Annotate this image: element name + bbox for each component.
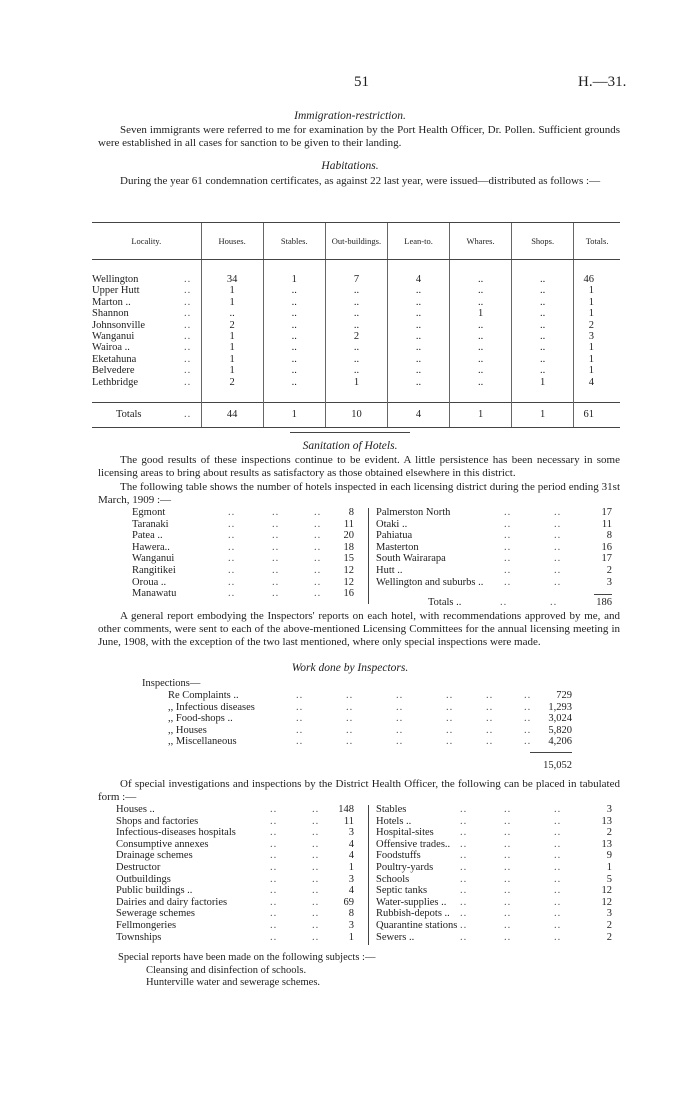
hotels-paragraph-2: The following table shows the number of hotels inspected in each licensing district during the period ending 31st March, 1909 :— <box>98 481 620 507</box>
table-cell: 1 <box>450 403 512 428</box>
reports-list <box>146 965 320 990</box>
report-item: Cleansing and disinfection of schools. <box>146 965 307 976</box>
list-item: ,, Food-shops .. .. .. .. .. .. .. 3,024 <box>168 713 572 725</box>
list-item: Pahiatua .. .. 8 <box>376 530 612 542</box>
totals-row <box>92 403 620 428</box>
locality-cell: Marton .. .. <box>92 296 192 308</box>
list-item: Stables .. .. .. 3 <box>376 804 612 815</box>
table-cell: 1 <box>325 377 387 388</box>
item-name: Manawatu <box>132 588 177 600</box>
item-name: Stables <box>376 804 407 815</box>
item-value: 2 <box>606 931 612 943</box>
table-cell: .. <box>263 308 325 319</box>
table-cell: 2 <box>201 377 263 388</box>
column-header: Houses. <box>201 223 263 260</box>
list-item: Poultry-yards .. .. .. 1 <box>376 861 612 873</box>
table-cell: 1 <box>574 297 620 308</box>
table-cell: .. <box>512 285 574 296</box>
item-value: 8 <box>348 507 354 518</box>
table-row <box>92 274 620 285</box>
section-divider <box>290 432 410 433</box>
list-item: Outbuildings .. .. 3 <box>116 873 354 885</box>
item-value: 4 <box>348 885 354 897</box>
item-value: 16 <box>343 588 354 600</box>
table-row <box>92 297 620 308</box>
inspections-total: 15,052 <box>543 760 572 771</box>
list-item: Infectious-diseases hospitals .. .. 3 <box>116 827 354 839</box>
table-cell: .. <box>512 308 574 319</box>
inspections-intro: Inspections— <box>142 678 201 689</box>
list-item: Wellington and suburbs .. .. .. 3 <box>376 576 612 588</box>
hotels-list-left <box>132 507 354 600</box>
table-cell: 4 <box>388 403 450 428</box>
table-cell: 1 <box>450 308 512 319</box>
list-item: Shops and factories .. .. 11 <box>116 815 354 827</box>
item-value: 729 <box>556 690 572 701</box>
table-cell: 10 <box>325 403 387 428</box>
page-number: 51 <box>354 74 369 90</box>
table-cell: .. <box>450 331 512 342</box>
list-item: South Wairarapa .. .. 17 <box>376 553 612 565</box>
table-cell: .. <box>325 320 387 331</box>
table-cell: 4 <box>574 377 620 388</box>
table-cell: .. <box>263 331 325 342</box>
table-cell: .. <box>263 354 325 365</box>
table-cell: 2 <box>325 331 387 342</box>
list-item: Hutt .. .. .. 2 <box>376 564 612 576</box>
locality-cell: Lethbridge .. <box>92 376 192 388</box>
hotels-list-right <box>376 507 612 588</box>
list-item: Houses .. .. .. 148 <box>116 804 354 815</box>
item-name: Wanganui <box>132 553 175 565</box>
list-item: Quarantine stations .. .. .. 2 <box>376 919 612 931</box>
item-value: 3 <box>606 576 612 588</box>
item-value: 8 <box>348 908 354 920</box>
item-name: Infectious-diseases hospitals <box>116 827 236 839</box>
item-name: Poultry-yards <box>376 861 434 873</box>
hotels-total-label: Totals .. <box>428 597 462 608</box>
table-row <box>92 285 620 296</box>
item-name: Consumptive annexes <box>116 838 209 850</box>
column-header: Stables. <box>263 223 325 260</box>
item-value: 12 <box>343 576 354 588</box>
list-item: Re Complaints .. .. .. .. .. .. .. 729 <box>168 690 572 701</box>
table-cell: 61 <box>574 403 620 428</box>
item-value: 148 <box>338 804 354 815</box>
item-name: ,, Miscellaneous <box>168 736 237 748</box>
table-cell: .. <box>512 331 574 342</box>
table-cell: 1 <box>201 354 263 365</box>
item-value: 4 <box>348 850 354 862</box>
hotels-report-paragraph: A general report embodying the Inspectors' reports on each hotel, with recommendations approved by me, and other comments, were sent to each of the above-mentioned Licensing Committees for the annual licensing meeting in June, 1908, with the exception of the two last mentioned, where only special inspections were made. <box>98 610 620 649</box>
table-cell: .. <box>325 297 387 308</box>
table-cell: .. <box>450 285 512 296</box>
table-cell: 34 <box>201 274 263 285</box>
locality-cell: Eketahuna .. <box>92 353 192 365</box>
table-cell: .. <box>450 297 512 308</box>
list-item: Hawera.. .. .. .. 18 <box>132 541 354 553</box>
inspectors-heading: Work done by Inspectors. <box>291 662 409 674</box>
item-name: Foodstuffs <box>376 850 421 862</box>
item-name: Septic tanks <box>376 885 428 897</box>
item-value: 17 <box>601 553 612 565</box>
list-item: Septic tanks .. .. .. 12 <box>376 885 612 897</box>
inspections-total-row <box>168 760 572 772</box>
locality-cell: Totals .. <box>92 403 201 428</box>
table-cell: .. <box>512 342 574 353</box>
item-value: 12 <box>601 885 612 897</box>
table-cell: .. <box>388 377 450 388</box>
table-cell: .. <box>512 274 574 285</box>
table-cell: .. <box>450 342 512 353</box>
item-name: Offensive trades.. <box>376 838 451 850</box>
table-cell: .. <box>325 285 387 296</box>
list-item: Hotels .. .. .. .. 13 <box>376 815 612 827</box>
item-value: 12 <box>601 896 612 908</box>
list-item: Sewers .. .. .. .. 2 <box>376 931 612 943</box>
table-cell: 1 <box>574 365 620 376</box>
item-name: Schools <box>376 873 410 885</box>
table-cell: .. <box>325 308 387 319</box>
list-item: Offensive trades.. .. .. .. 13 <box>376 838 612 850</box>
table-cell: .. <box>325 342 387 353</box>
item-name: Taranaki <box>132 518 169 530</box>
sum-rule <box>530 752 572 753</box>
special-list-left <box>116 804 354 943</box>
list-item: ,, Houses .. .. .. .. .. .. 5,820 <box>168 724 572 736</box>
item-value: 2 <box>606 564 612 576</box>
item-value: 3 <box>606 804 612 815</box>
table-cell: 4 <box>388 274 450 285</box>
list-item: Water-supplies .. .. .. .. 12 <box>376 896 612 908</box>
table-cell: .. <box>325 365 387 376</box>
habitations-paragraph: During the year 61 condemnation certificates, as against 22 last year, were issued—distributed as follows :— <box>120 175 601 187</box>
reports-intro: Special reports have been made on the following subjects :— <box>118 952 376 963</box>
column-header: Whares. <box>450 223 512 260</box>
table-cell: 1 <box>512 377 574 388</box>
item-value: 9 <box>606 850 612 862</box>
table-cell: .. <box>512 354 574 365</box>
item-name: Hawera.. <box>132 541 170 553</box>
list-item: Consumptive annexes .. .. 4 <box>116 838 354 850</box>
item-name: Townships <box>116 931 162 943</box>
item-value: 17 <box>601 507 612 518</box>
list-item: Egmont .. .. .. 8 <box>132 507 354 518</box>
table-cell: 1 <box>201 365 263 376</box>
table-cell: .. <box>388 342 450 353</box>
locality-cell: Wanganui .. <box>92 331 192 343</box>
list-item: Rangitikei .. .. .. 12 <box>132 564 354 576</box>
item-name: Fellmongeries <box>116 919 177 931</box>
item-name: Masterton <box>376 541 419 553</box>
list-item: ,, Miscellaneous .. .. .. .. .. .. 4,206 <box>168 736 572 748</box>
table-cell: .. <box>512 365 574 376</box>
list-item: Hospital-sites .. .. .. 2 <box>376 827 612 839</box>
item-name: Patea .. <box>132 530 163 542</box>
habitations-heading: Habitations. <box>321 160 379 172</box>
item-value: 5 <box>606 873 612 885</box>
table-cell: 1 <box>263 274 325 285</box>
table-cell: 1 <box>574 354 620 365</box>
column-rule <box>368 805 369 945</box>
list-item: Patea .. .. .. .. 20 <box>132 530 354 542</box>
item-value: 69 <box>343 896 354 908</box>
hotels-total-value: 186 <box>596 597 612 608</box>
item-value: 1 <box>348 931 354 943</box>
table-cell: .. <box>450 320 512 331</box>
table-row <box>92 308 620 319</box>
table-cell: 7 <box>325 274 387 285</box>
table-cell: 1 <box>201 297 263 308</box>
table-cell: 3 <box>574 331 620 342</box>
document-reference: H.—31. <box>578 74 627 90</box>
list-item: Wanganui .. .. .. 15 <box>132 553 354 565</box>
list-item: Public buildings .. .. .. 4 <box>116 885 354 897</box>
item-name: ,, Food-shops .. <box>168 713 233 725</box>
table-cell: 1 <box>201 331 263 342</box>
list-item: Taranaki .. .. .. 11 <box>132 518 354 530</box>
table-cell: 2 <box>574 320 620 331</box>
column-header: Shops. <box>512 223 574 260</box>
table-cell: 1 <box>201 285 263 296</box>
locality-cell: Wellington .. <box>92 274 192 285</box>
item-name: Quarantine stations <box>376 919 458 931</box>
item-name: Public buildings .. <box>116 885 193 897</box>
special-list-right <box>376 804 612 943</box>
table-cell: .. <box>263 297 325 308</box>
table-cell: 1 <box>574 308 620 319</box>
list-item: Rubbish-depots .. .. .. .. 3 <box>376 908 612 920</box>
list-item: Fellmongeries .. .. 3 <box>116 919 354 931</box>
table-cell: .. <box>388 308 450 319</box>
hotels-total-row: Totals .. .. .. 186 <box>428 597 612 608</box>
item-value: 20 <box>343 530 354 542</box>
list-item: ,, Infectious diseases .. .. .. .. .. .. 1,293 <box>168 701 572 713</box>
item-value: 3 <box>606 908 612 920</box>
item-name: Sewers .. <box>376 931 415 943</box>
table-cell: 1 <box>512 403 574 428</box>
report-item: Hunterville water and sewerage schemes. <box>146 977 321 989</box>
item-name: Re Complaints .. <box>168 690 239 701</box>
item-name: Egmont <box>132 507 166 518</box>
table-cell: .. <box>263 285 325 296</box>
locality-cell: Upper Hutt .. <box>92 285 192 297</box>
table-row <box>92 365 620 376</box>
table-cell: .. <box>388 285 450 296</box>
locality-cell: Belvedere .. <box>92 365 192 377</box>
table-row <box>92 342 620 353</box>
item-name: Rubbish-depots .. <box>376 908 450 920</box>
list-item: Dairies and dairy factories .. .. 69 <box>116 896 354 908</box>
table-cell: .. <box>388 365 450 376</box>
item-name: Destructor <box>116 861 161 873</box>
item-name: Hospital-sites <box>376 827 434 839</box>
item-value: 1,293 <box>548 701 572 713</box>
item-name: Rangitikei <box>132 564 176 576</box>
table-cell: .. <box>450 365 512 376</box>
table-row <box>92 377 620 388</box>
item-value: 13 <box>601 815 612 827</box>
list-item: Otaki .. .. .. 11 <box>376 518 612 530</box>
habitations-table <box>92 222 620 428</box>
table-cell: .. <box>388 354 450 365</box>
item-value: 3 <box>348 919 354 931</box>
list-item: Destructor .. .. 1 <box>116 861 354 873</box>
item-value: 2 <box>606 827 612 839</box>
item-name: Water-supplies .. <box>376 896 447 908</box>
locality-cell: Shannon .. <box>92 308 192 320</box>
table-cell: .. <box>388 331 450 342</box>
item-value: 8 <box>606 530 612 542</box>
item-value: 12 <box>343 564 354 576</box>
hotels-paragraph-1: The good results of these inspections continue to be evident. A little persistence has been necessary in some licensing areas to bring about results as satisfactory as those obtained elsewhere in this district. <box>98 454 620 480</box>
item-value: 3 <box>348 827 354 839</box>
inspections-list <box>168 690 572 748</box>
list-item: Schools .. .. .. 5 <box>376 873 612 885</box>
item-value: 11 <box>343 518 354 530</box>
table-cell: 44 <box>201 403 263 428</box>
item-name: Palmerston North <box>376 507 451 518</box>
table-cell: 1 <box>574 285 620 296</box>
table-cell: .. <box>263 365 325 376</box>
item-name: Hutt .. <box>376 564 403 576</box>
item-name: Wellington and suburbs .. <box>376 576 484 588</box>
item-name: Pahiatua <box>376 530 413 542</box>
table-row <box>92 320 620 331</box>
page-header <box>0 74 700 94</box>
item-name: South Wairarapa <box>376 553 446 565</box>
table-cell: .. <box>388 297 450 308</box>
item-value: 4 <box>348 838 354 850</box>
list-item: Masterton .. .. 16 <box>376 541 612 553</box>
list-item: Manawatu .. .. .. 16 <box>132 588 354 600</box>
column-header: Totals. <box>574 223 620 260</box>
table-cell: .. <box>263 320 325 331</box>
list-item: Drainage schemes .. .. 4 <box>116 850 354 862</box>
item-value: 1 <box>348 861 354 873</box>
list-item: Foodstuffs .. .. .. 9 <box>376 850 612 862</box>
item-value: 15 <box>343 553 354 565</box>
table-cell: .. <box>512 297 574 308</box>
table-cell: .. <box>263 342 325 353</box>
table-row <box>92 354 620 365</box>
hotels-heading: Sanitation of Hotels. <box>302 440 398 452</box>
item-value: 4,206 <box>548 736 572 748</box>
item-name: Houses .. <box>116 804 155 815</box>
table-row <box>92 331 620 342</box>
item-name: Hotels .. <box>376 815 412 827</box>
item-value: 5,820 <box>548 724 572 736</box>
immigration-heading: Immigration-restriction. <box>294 110 406 122</box>
item-value: 11 <box>343 815 354 827</box>
table-cell: .. <box>201 308 263 319</box>
table-cell: 46 <box>574 274 620 285</box>
table-cell: .. <box>325 354 387 365</box>
column-header: Lean-to. <box>388 223 450 260</box>
sum-rule <box>594 594 612 595</box>
column-header: Out-buildings. <box>325 223 387 260</box>
table-cell: 1 <box>263 403 325 428</box>
table-cell: 1 <box>574 342 620 353</box>
item-name: Drainage schemes <box>116 850 193 862</box>
table-cell: 1 <box>201 342 263 353</box>
immigration-paragraph: Seven immigrants were referred to me for examination by the Port Health Officer, Dr. Pollen. Sufficient grounds were established in all cases for sanction to be given to their landing. <box>98 124 620 150</box>
column-rule <box>368 508 369 604</box>
item-value: 18 <box>343 541 354 553</box>
item-name: Shops and factories <box>116 815 199 827</box>
table-cell: .. <box>388 320 450 331</box>
column-header: Locality. <box>92 223 201 260</box>
item-value: 3 <box>348 873 354 885</box>
item-name: Outbuildings <box>116 873 171 885</box>
list-item: Oroua .. .. .. .. 12 <box>132 576 354 588</box>
table-cell: .. <box>512 320 574 331</box>
table-cell: .. <box>263 377 325 388</box>
item-name: Dairies and dairy factories <box>116 896 228 908</box>
locality-cell: Johnsonville .. <box>92 319 192 331</box>
item-name: Otaki .. <box>376 518 408 530</box>
item-value: 13 <box>601 838 612 850</box>
item-name: ,, Infectious diseases <box>168 701 255 713</box>
item-value: 1 <box>606 861 612 873</box>
item-value: 16 <box>601 541 612 553</box>
item-name: Sewerage schemes <box>116 908 196 920</box>
list-item: Palmerston North .. .. 17 <box>376 507 612 518</box>
list-item: Townships .. .. 1 <box>116 931 354 943</box>
list-item: Sewerage schemes .. .. 8 <box>116 908 354 920</box>
item-value: 2 <box>606 919 612 931</box>
table-cell: 2 <box>201 320 263 331</box>
table-cell: .. <box>450 274 512 285</box>
table-cell: .. <box>450 354 512 365</box>
item-value: 3,024 <box>548 713 572 725</box>
table-cell: .. <box>450 377 512 388</box>
item-name: ,, Houses <box>168 724 207 736</box>
item-value: 11 <box>601 518 612 530</box>
special-paragraph: Of special investigations and inspections by the District Health Officer, the following can be placed in tabulated form :— <box>98 778 620 804</box>
item-name: Oroua .. <box>132 576 167 588</box>
locality-cell: Wairoa .. .. <box>92 342 192 354</box>
